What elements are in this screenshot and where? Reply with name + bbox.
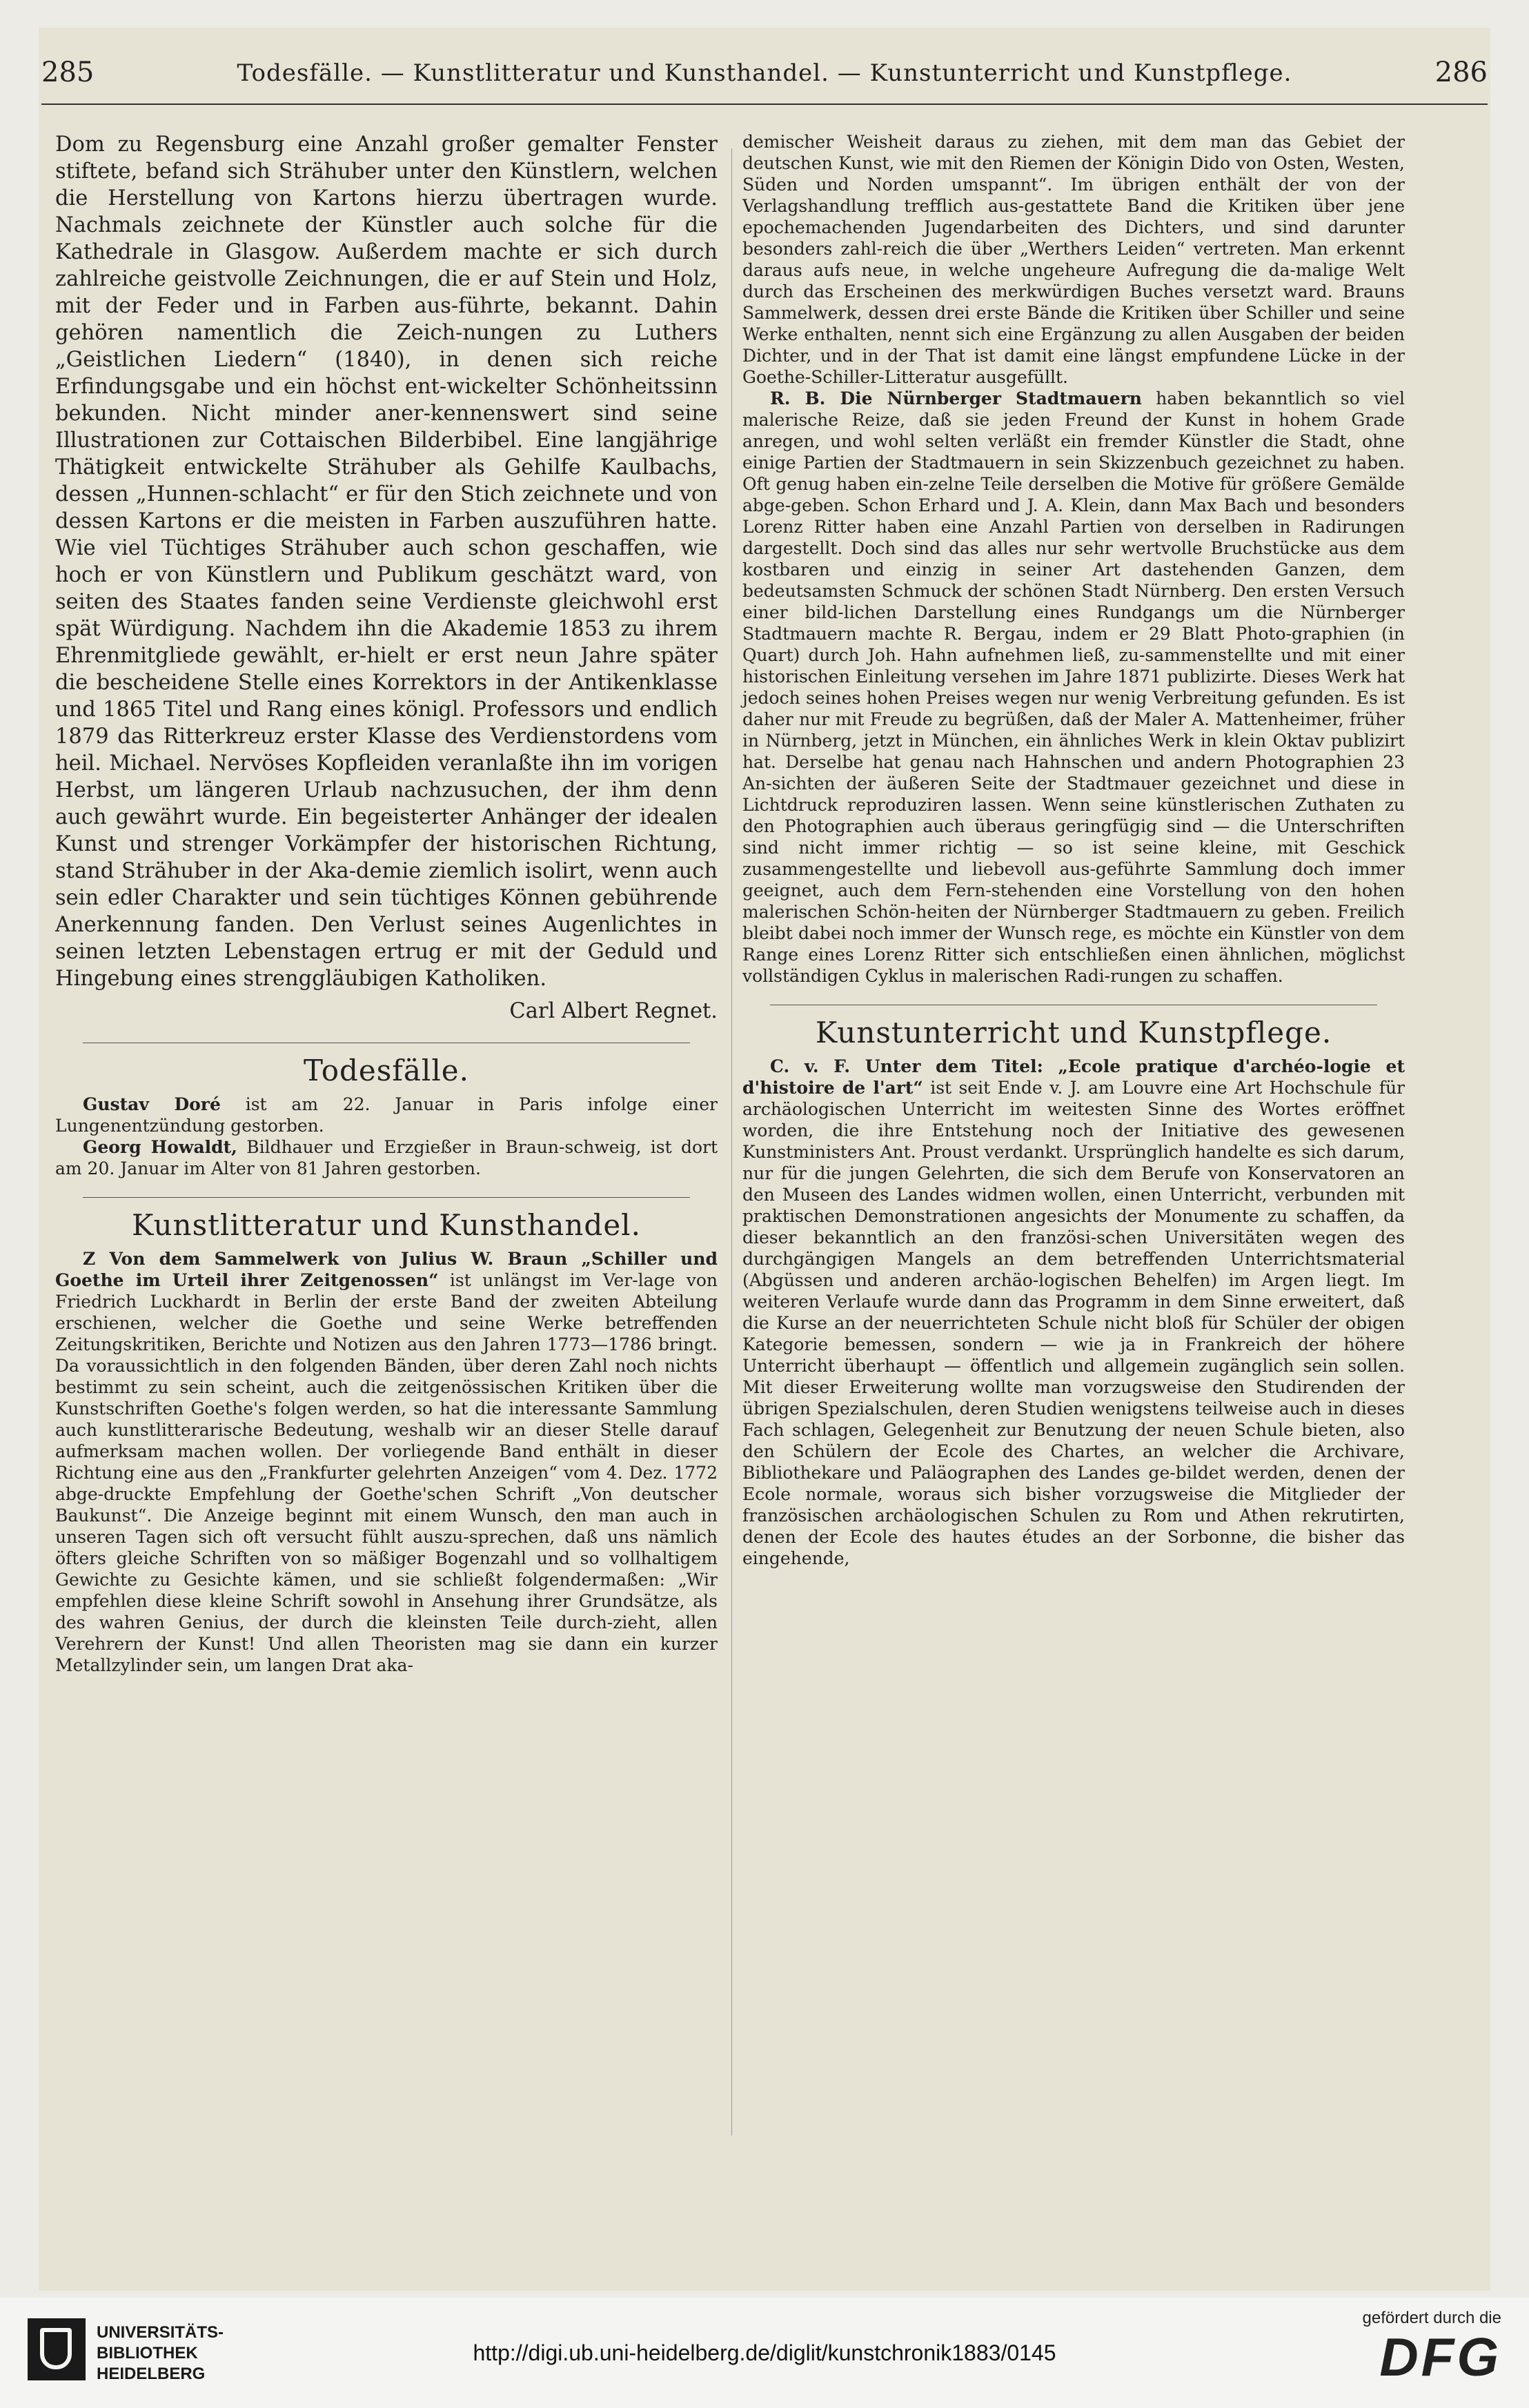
- article-ecole: [742, 1056, 1405, 1569]
- running-title: Todesfälle. — Kunstlitteratur und Kunsthandel. — Kunstunterricht und Kunstpflege.: [237, 59, 1292, 87]
- permalink-url[interactable]: http://digi.ub.uni-heidelberg.de/diglit/kunstchronik1883/0145: [473, 2340, 1056, 2365]
- article-braun-text: ist unlängst im Ver-lage von Friedrich Luckhardt in Berlin der erste Band der zweiten Abteilung erschienen, welcher die Goethe und seine Werke betreffenden Zeitungskritiken, Berichte und Notizen aus den Jahren 1773—1786 bringt. Da voraussichtlich in den folgenden Bänden, über deren Zahl noch nichts bestimmt zu sein scheint, auch die zeitgenössischen Kritiken über die Kunstschriften Goethe's folgen werden, so hat die interessante Sammlung auch kunstlitterarische Bedeutung, weshalb wir an dieser Stelle darauf aufmerksam machen wollen. Der vorliegende Band enthält in dieser Richtung eine aus den „Frankfurter gelehrten Anzeigen“ vom 4. Dez. 1772 abge-druckte Empfehlung der Goethe'schen Schrift „Von deutscher Baukunst“. Die Anzeige beginnt mit einem Wunsch, den man auch in unseren Tagen sich oft versucht fühlt auszu-sprechen, daß uns nämlich öfters gleiche Schriften von so mäßiger Bogenzahl und so vollhaltigem Gewichte zu Gesichte kämen, und sie schließt folgendermaßen: „Wir empfehlen diese kleine Schrift sowohl in Ansehung ihrer Grundsätze, als des wahren Genius, der durch die kleinsten Teile durch-zieht, allen Verehrern der Kunst! Und allen Theoristen mag sie dann ein kurzer Metallzylinder sein, um langen Drat aka-: [55, 1270, 718, 1675]
- library-name-line: HEIDELBERG: [97, 2365, 206, 2383]
- viewer-footer: [0, 2298, 1529, 2408]
- notice-dore-text: ist am 22. Januar in Paris infolge einer Lungenentzündung gestorben.: [55, 1094, 718, 1136]
- article-ecole-text: ist seit Ende v. J. am Louvre eine Art Hochschule für archäologischen Unterricht im weitesten Sinne des Wortes eröffnet worden, die ihre Entstehung noch der Initiative des gewesenen Kunstministers Ant. Proust verdankt. Ursprünglich handelte es sich darum, nur für die jungen Gelehrten, die sich dem Berufe von Konservatoren an den Museen des Landes widmen wollen, einen Unterricht, verbunden mit praktischen Demonstrationen angesichts der Monumente zu schaffen, da dieser bekanntlich an den französi-schen Universitäten wegen des durchgängigen Mangels an dem betreffenden Unterrichtsmaterial (Abgüssen und anderen archäo-logischen Behelfen) im Argen liegt. Im weiteren Verlaufe wurde dann das Programm in dem Sinne erweitert, daß die Kurse an der neuerrichteten Schule nicht bloß für Schüler der obigen Kategorie bemessen, sondern — wie ja in Frankreich der höhere Unterricht überhaupt — öffentlich und allgemein zugänglich sein sollen. Mit dieser Erweiterung wollte man vorzugsweise den Studirenden der übrigen Spezialschulen, deren Studien wenigstens teilweise auch in dieses Fach schlagen, Gelegenheit zur Benutzung der neuen Schule bieten, also den Schülern der Ecole des Chartes, an welcher die Archivare, Bibliothekare und Paläographen des Landes ge-bildet werden, denen der Ecole normale, woraus sich bisher vorzugsweise die Mitglieder der französischen archäologischen Schulen zu Rom und Athen rekrutirten, denen der Ecole des hautes études an der Sorbonne, die bisher das eingehende,: [742, 1078, 1405, 1568]
- obituary-continuation: Dom zu Regensburg eine Anzahl großer gemalter Fenster stiftete, befand sich Strähuber unter den Künstlern, welchen die Herstellung von Kartons hierzu übertragen wurde. Nachmals zeichnete der Künstler auch solche für die Kathedrale in Glasgow. Außerdem machte er sich durch zahlreiche geistvolle Zeichnungen, die er auf Stein und Holz, mit der Feder und in Farben aus-führte, bekannt. Dahin gehören namentlich die Zeich-nungen zu Luthers „Geistlichen Liedern“ (1840), in denen sich reiche Erfindungsgabe und ein höchst ent-wickelter Schönheitssinn bekunden. Nicht minder aner-kennenswert sind seine Illustrationen zur Cottaischen Bilderbibel. Eine langjährige Thätigkeit entwickelte Strähuber als Gehilfe Kaulbachs, dessen „Hunnen-schlacht“ er für den Stich zeichnete und von dessen Kartons er die meisten in Farben auszuführen hatte. Wie viel Tüchtiges Strähuber auch schon geschaffen, wie hoch er von Künstlern und Publikum geschätzt ward, von seiten des Staates fanden seine Verdienste gleichwohl erst spät Würdigung. Nachdem ihn die Akademie 1853 zu ihrem Ehrenmitgliede gewählt, er-hielt er erst neun Jahre später die bescheidene Stelle eines Korrektors in der Antikenklasse und 1865 Titel und Rang eines königl. Professors und endlich 1879 das Ritterkreuz erster Klasse des Verdienstordens vom heil. Michael. Nervöses Kopfleiden veranlaßte ihn im vorigen Herbst, um längeren Urlaub nachzusuchen, der ihm denn auch gewährt wurde. Ein begeisterter Anhänger der idealen Kunst und strenger Vorkämpfer der historischen Richtung, stand Strähuber in der Aka-demie ziemlich isolirt, wenn auch sein edler Charakter und sein tüchtiges Können gebührende Anerkennung fanden. Den Verlust seines Augenlichtes in seinen letzten Lebenstagen ertrug er mit der Geduld und Hingebung eines strenggläubigen Katholiken.: [55, 132, 718, 991]
- running-head: [0, 57, 1529, 98]
- section-rule: [83, 1197, 690, 1198]
- notice-dore-name: Gustav Doré: [83, 1094, 221, 1114]
- column-divider: [731, 148, 732, 2135]
- section-title-kunstlitteratur: Kunstlitteratur und Kunsthandel.: [132, 1208, 641, 1242]
- author-signature: Carl Albert Regnet.: [509, 999, 718, 1023]
- article-ecole-lead: C. v. F. Unter dem Titel: „Ecole pratique d'archéo-logie et d'histoire de l'art“: [742, 1056, 1405, 1098]
- right-column: [742, 131, 1405, 1569]
- library-name-line: BIBLIOTHEK: [97, 2344, 198, 2362]
- left-column: [55, 131, 718, 1676]
- article-braun: [55, 1248, 718, 1676]
- article-braun-continuation: demischer Weisheit daraus zu ziehen, mit dem man das Gebiet der deutschen Kunst, wie mit den Riemen der Königin Dido von Osten, Westen, Süden und Norden umspannt“. Im übrigen enthält der von der Verlagshandlung trefflich aus-gestattete Band die Kritiken über jene epochemachenden Jugendarbeiten des Dichters, und sind darunter besonders zahl-reich die über „Werthers Leiden“ vertreten. Man erkennt daraus aufs neue, in welche ungeheure Aufregung die da-malige Welt durch das Erscheinen des merkwürdigen Buches versetzt ward. Brauns Sammelwerk, dessen drei erste Bände die Kritiken über Schiller und seine Werke enthalten, nennt sich eine Ergänzung zu allen Ausgaben der beiden Dichter, und in der That ist damit eine längst empfundene Lücke in der Goethe-Schiller-Litteratur ausgefüllt.: [742, 132, 1405, 387]
- article-nurnberg-text: haben bekanntlich so viel malerische Reize, daß sie jeden Freund der Kunst in hohem Grade anregen, und wohl selten verläßt ein fremder Künstler die Stadt, ohne einige Partien der Stadtmauern in sein Skizzenbuch gezeichnet zu haben. Oft genug haben ein-zelne Teile derselben die Motive für größere Gemälde abge-geben. Schon Erhard und J. A. Klein, dann Max Bach und besonders Lorenz Ritter haben eine Anzahl Partien von derselben in Radirungen dargestellt. Doch sind das alles nur sehr wertvolle Bruchstücke aus dem kostbaren und einzig in seiner Art dastehenden Ganzen, dem bedeutsamsten Schmuck der schönen Stadt Nürnberg. Den ersten Versuch einer bild-lichen Darstellung eines Rundgangs um die Nürnberger Stadtmauern machte R. Bergau, indem er 29 Blatt Photo-graphien (in Quart) durch Joh. Hahn aufnehmen ließ, zu-sammenstellte und mit einer historischen Einleitung versehen im Jahre 1871 publizirte. Dieses Werk hat jedoch seines hohen Preises wegen nur wenig Verbreitung gefunden. Es ist daher nur mit Freude zu begrüßen, daß der Maler A. Mattenheimer, früher in Nürnberg, jetzt in München, ein ähnliches Werk in klein Oktav publizirt hat. Derselbe hat genau nach Hahnschen und andern Photographien 23 An-sichten der äußeren Seite der Stadtmauer gezeichnet und diese in Lichtdruck reproduziren lassen. Wenn seine künstlerischen Zuthaten zu den Photographien auch überaus geringfügig sind — die Unterschriften sind nicht immer richtig — so ist seine kleine, mit Geschick zusammengestellte und liebevoll aus-geführte Sammlung doch immer geeignet, auch dem Fern-stehenden eine Vorstellung von den hohen malerischen Schön-heiten der Nürnberger Stadtmauern zu geben. Freilich bleibt dabei noch immer der Wunsch rege, es möchte ein Künstler von dem Range eines Lorenz Ritter sich entschließen einen ähnlichen, möglichst vollständigen Cyklus in malerischen Radi-rungen zu schaffen.: [742, 388, 1405, 986]
- section-title-kunstunterricht: Kunstunterricht und Kunstpflege.: [815, 1016, 1332, 1049]
- notice-howaldt: [55, 1136, 718, 1179]
- dfg-logo: DFG: [1379, 2327, 1501, 2387]
- notice-howaldt-name: Georg Howaldt,: [83, 1137, 237, 1157]
- article-nurnberg: [742, 388, 1405, 987]
- header-rule: [41, 103, 1488, 105]
- page-number-right: 286: [1434, 57, 1488, 88]
- article-nurnberg-lead: R. B. Die Nürnberger Stadtmauern: [770, 388, 1142, 408]
- funded-by-label: gefördert durch die: [1362, 2309, 1501, 2327]
- page-number-left: 285: [41, 57, 95, 88]
- funder-block[interactable]: [1363, 2309, 1501, 2386]
- library-name-line: UNIVERSITÄTS-: [97, 2323, 224, 2342]
- notice-howaldt-text: Bildhauer und Erzgießer in Braun-schweig, ist dort am 20. Januar im Alter von 81 Jahren gestorben.: [55, 1137, 718, 1178]
- section-title-todesfaelle: Todesfälle.: [304, 1054, 469, 1087]
- article-braun-lead: Z Von dem Sammelwerk von Julius W. Braun „Schiller und Goethe im Urteil ihrer Zeitgenossen“: [55, 1249, 718, 1290]
- notice-dore: [55, 1094, 718, 1136]
